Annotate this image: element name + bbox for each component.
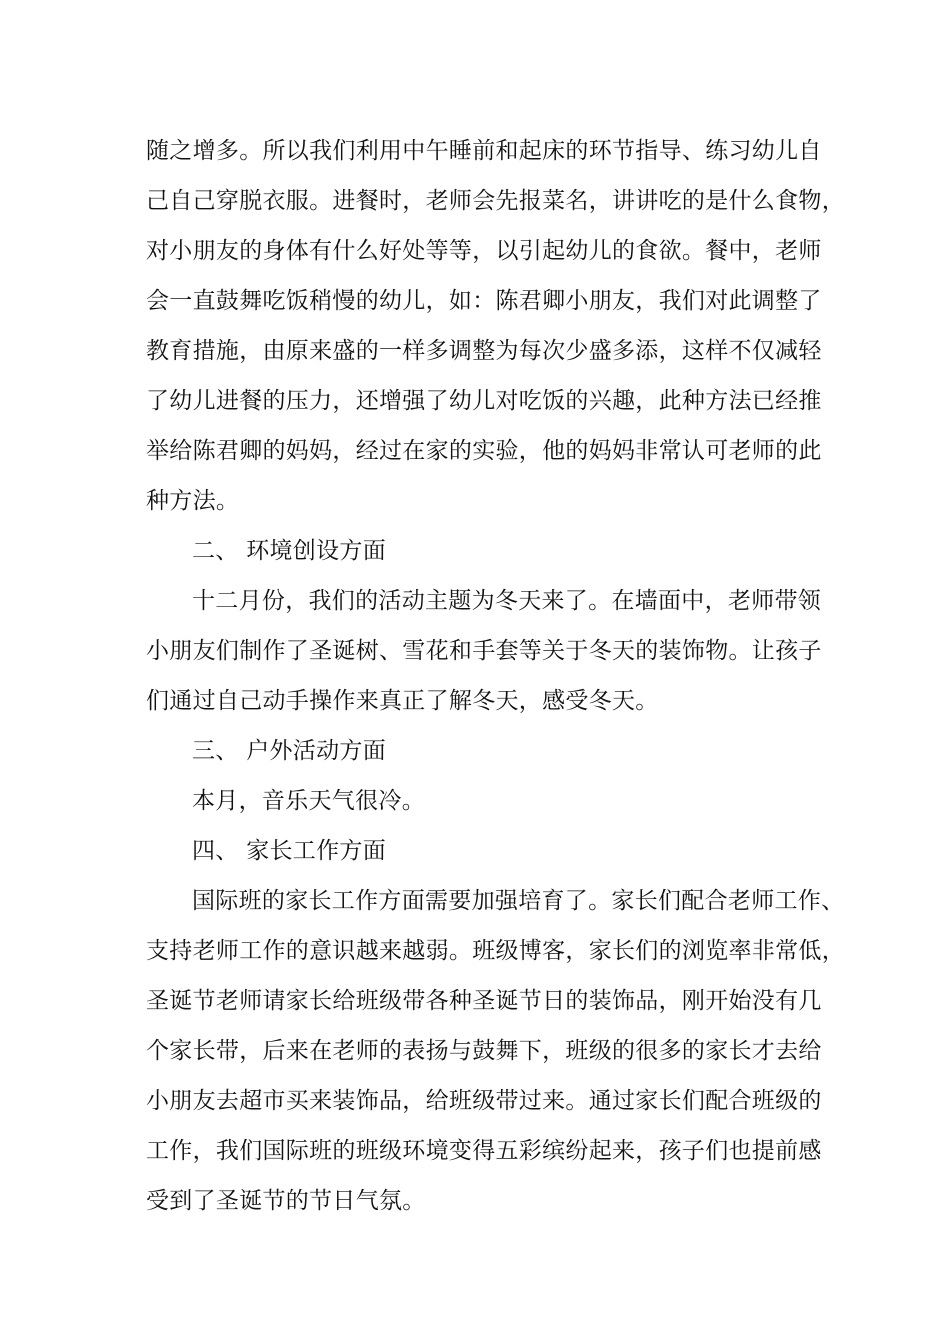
paragraph-line: 己自己穿脱衣服。进餐时，老师会先报菜名，讲讲吃的是什么食物，: [146, 188, 845, 214]
paragraph-line: 举给陈君卿的妈妈，经过在家的实验，他的妈妈非常认可老师的此: [146, 438, 822, 464]
paragraph-line: 随之增多。所以我们利用中午睡前和起床的环节指导、练习幼儿自: [146, 138, 822, 164]
section-heading: 三、 户外活动方面: [192, 738, 387, 764]
paragraph-line: 会一直鼓舞吃饭稍慢的幼儿，如：陈君卿小朋友，我们对此调整了: [146, 288, 822, 314]
paragraph-line: 圣诞节老师请家长给班级带各种圣诞节日的装饰品，刚开始没有几: [146, 988, 822, 1014]
paragraph-line: 工作，我们国际班的班级环境变得五彩缤纷起来，孩子们也提前感: [146, 1138, 822, 1164]
paragraph-line: 小朋友们制作了圣诞树、雪花和手套等关于冬天的装饰物。让孩子: [146, 638, 822, 664]
paragraph-line: 教育措施，由原来盛的一样多调整为每次少盛多添，这样不仅减轻: [146, 338, 822, 364]
paragraph-line: 支持老师工作的意识越来越弱。班级博客，家长们的浏览率非常低，: [146, 938, 845, 964]
section-heading: 二、 环境创设方面: [192, 538, 387, 564]
paragraph-line: 本月，音乐天气很冷。: [192, 788, 425, 814]
paragraph-line: 十二月份，我们的活动主题为冬天来了。在墙面中，老师带领: [192, 588, 822, 614]
paragraph-line: 国际班的家长工作方面需要加强培育了。家长们配合老师工作、: [192, 888, 845, 914]
paragraph-line: 受到了圣诞节的节日气氛。: [146, 1188, 426, 1214]
paragraph-line: 个家长带，后来在老师的表扬与鼓舞下，班级的很多的家长才去给: [146, 1038, 822, 1064]
paragraph-line: 了幼儿进餐的压力，还增强了幼儿对吃饭的兴趣，此种方法已经推: [146, 388, 822, 414]
paragraph-line: 小朋友去超市买来装饰品，给班级带过来。通过家长们配合班级的: [146, 1088, 822, 1114]
section-heading: 四、 家长工作方面: [192, 838, 387, 864]
paragraph-line: 们通过自己动手操作来真正了解冬天，感受冬天。: [146, 688, 659, 714]
paragraph-line: 种方法。: [146, 488, 240, 514]
paragraph-line: 对小朋友的身体有什么好处等等，以引起幼儿的食欲。餐中，老师: [146, 238, 822, 264]
